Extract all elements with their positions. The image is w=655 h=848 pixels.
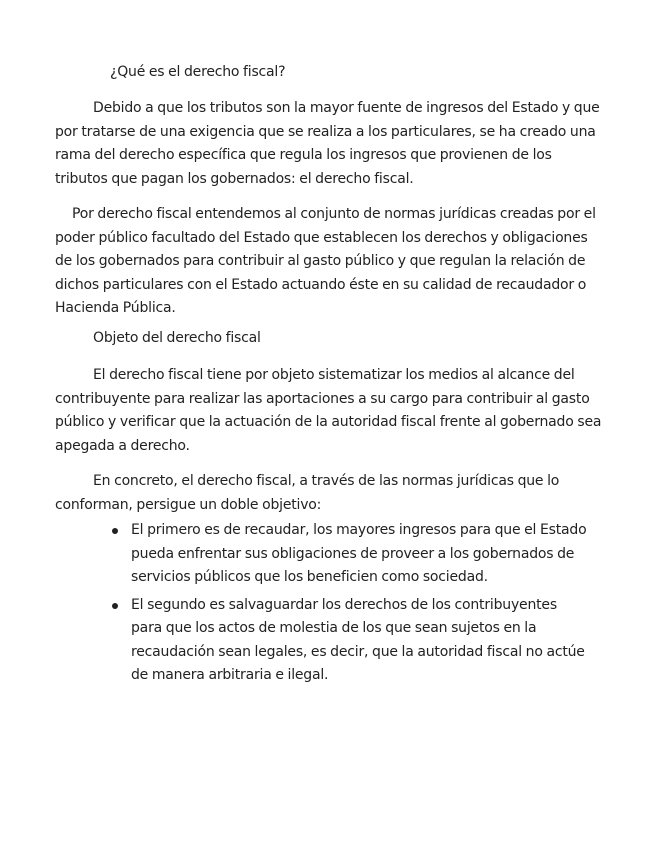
paragraph-definicion: Por derecho fiscal entendemos al conjunto de normas jurídicas creadas por el poder público facultado del Estado que establecen los derechos y obligaciones de los gobernados para contribuir al gasto público y que regulan la relación de dichos particulares con el Estado actuando éste en su calidad de recaudador o Hacienda Pública.	[55, 206, 596, 316]
list-item-text: El segundo es salvaguardar los derechos de los contribuyentes para que los actos de molestia de los que sean sujetos en la recaudación sean legales, es decir, que la autoridad fiscal no actúe de manera arbitraria e ilegal.	[131, 596, 585, 683]
document-title: ¿Qué es el derecho fiscal?	[110, 64, 286, 80]
objectives-list	[110, 519, 590, 692]
list-item-text: El primero es de recaudar, los mayores ingresos para que el Estado pueda enfrentar sus obligaciones de proveer a los gobernados de servicios públicos que los beneficien como sociedad.	[131, 522, 587, 585]
paragraph-objeto: El derecho fiscal tiene por objeto sistematizar los medios al alcance del contribuyente para realizar las aportaciones a su cargo para contribuir al gasto público y verificar que la actuación de la autoridad fiscal frente al gobernado sea apegada a derecho.	[55, 367, 602, 454]
bullet-dot-icon	[112, 603, 118, 609]
list-item	[110, 519, 590, 590]
bullet-dot-icon	[112, 528, 118, 534]
section-subtitle: Objeto del derecho fiscal	[93, 330, 261, 346]
list-item	[110, 594, 590, 688]
paragraph-tributos: Debido a que los tributos son la mayor fuente de ingresos del Estado y que por tratarse de una exigencia que se realiza a los particulares, se ha creado una rama del derecho específica que regula los ingresos que provienen de los tributos que pagan los gobernados: el derecho fiscal.	[55, 100, 600, 187]
paragraph-objetivo: En concreto, el derecho fiscal, a través de las normas jurídicas que lo conforman, persigue un doble objetivo:	[55, 473, 560, 513]
